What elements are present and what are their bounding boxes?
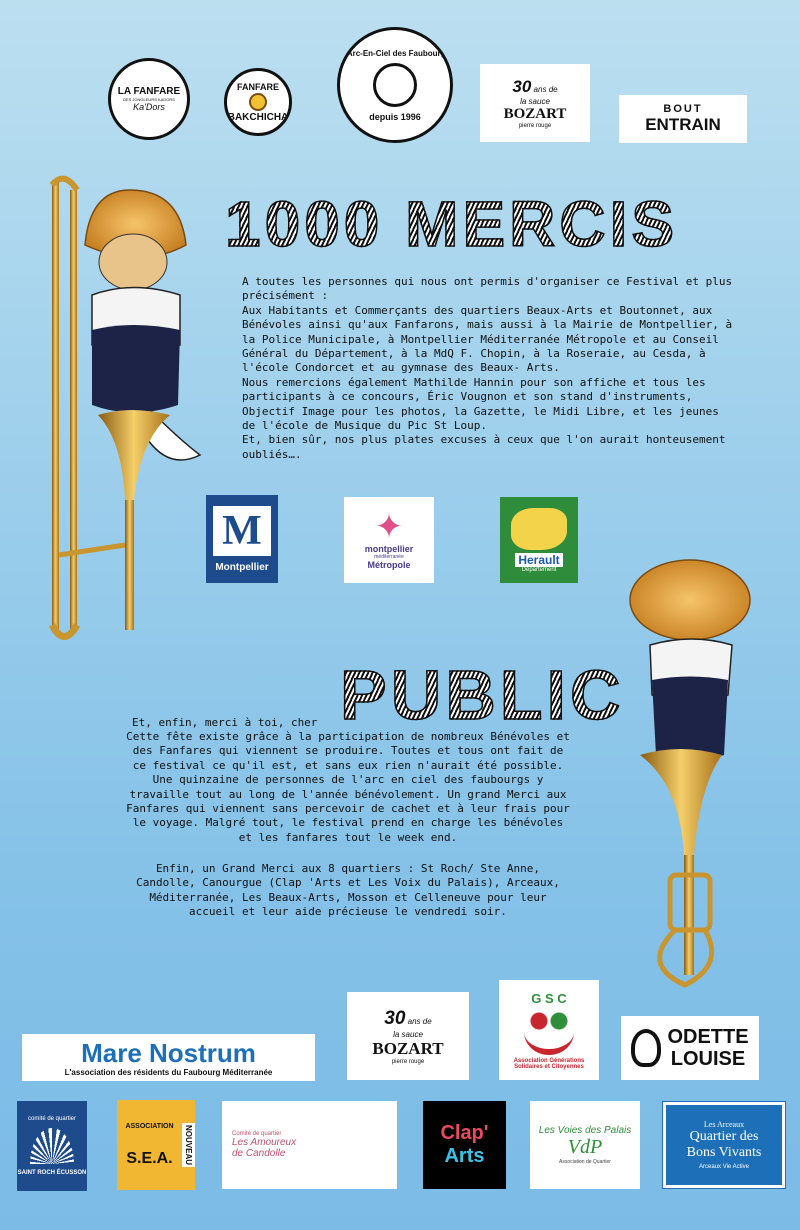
- herault-map-icon: [511, 508, 567, 550]
- public-body1: Cette fête existe grâce à la participation de nombreux Bénévoles et des Fanfares qui viennent se produire. Toutes et tous ont fait de ce festival ce qu'il est, et sans eux rien n'aurait été possible. Une quinzaine de personnes de l'arc en ciel des faubourgs y travaille tout au long de l'année bénévolement. Un grand Merci aux Fanfares qui viennent sans percevoir de cachet et à leur frais pour le voyage. Malgré tout, le festival prend en charge les bénévoles et les fanfares tout le week end.: [126, 730, 570, 844]
- public-title: PUBLIC: [340, 656, 625, 734]
- arc-en-ciel-logo: [337, 27, 453, 143]
- odette-line1: ODETTE: [667, 1026, 749, 1048]
- mare-nostrum-logo: [22, 1034, 315, 1081]
- trombone-brace: [59, 545, 125, 555]
- bozart-logo-bottom: [347, 992, 469, 1080]
- voies-mono: VdP: [567, 1136, 603, 1158]
- saint-roch-top: comité de quartier: [27, 1116, 77, 1122]
- bakchicha-line2: BAKCHICHA: [227, 111, 289, 123]
- merci-title: 1000 MERCIS: [225, 188, 679, 260]
- candolle-line1: Comité de quartier: [232, 1131, 282, 1137]
- arc-en-ciel-since: depuis 1996: [369, 111, 421, 122]
- ear-icon: [631, 1029, 661, 1067]
- mare-nostrum-sub: L'association des résidents du Faubourg Méditerranée: [64, 1068, 273, 1077]
- metropole-star-icon: ✦: [374, 508, 404, 546]
- fanfare-kadors-line1: LA FANFARE: [117, 86, 181, 97]
- fanfare-kadors-line3: Ka'Dors: [133, 102, 165, 112]
- bakchicha-logo: [224, 68, 292, 136]
- herault-name: Herault: [515, 553, 562, 567]
- candolle-line3: de Candolle: [232, 1148, 286, 1159]
- trumpet-bell: [640, 749, 722, 855]
- sea-mid: S.E.A.: [126, 1149, 173, 1167]
- arceaux-bottom: Arceaux Vie Active: [699, 1164, 749, 1170]
- bozart-name: BOZART: [503, 106, 567, 122]
- gsc-sub: Association Générations Solidaires et Citoyennes: [513, 1057, 585, 1070]
- trombone-neck: [125, 500, 134, 630]
- bozart2-de: de: [422, 1016, 432, 1026]
- odette-line2: LOUISE: [670, 1048, 746, 1070]
- bout-entrain-line2: ENTRAIN: [645, 115, 721, 134]
- herault-logo: [500, 497, 578, 583]
- montpellier-logo: [206, 495, 278, 583]
- trumpet-woman-illustration: [600, 555, 760, 995]
- gsc-people-icon: [524, 1009, 574, 1055]
- clap-line2: Arts: [444, 1145, 485, 1167]
- woman-swimsuit: [92, 325, 180, 413]
- montpellier-name: Montpellier: [215, 561, 269, 573]
- bout-entrain-logo: [619, 95, 747, 143]
- saint-roch-logo: [17, 1101, 87, 1191]
- bozart-sub: pierre rouge: [518, 123, 552, 129]
- trombone-slide-left: [52, 180, 59, 630]
- shell-icon: [30, 1128, 74, 1164]
- saint-roch-bottom: SAINT ROCH ÉCUSSON: [17, 1170, 87, 1176]
- metropole-logo: [344, 497, 434, 583]
- sea-top: ASSOCIATION: [125, 1122, 174, 1130]
- mare-nostrum-name: Mare Nostrum: [81, 1038, 256, 1068]
- voies-arc: Les Voies des Palais: [538, 1125, 632, 1136]
- bozart-ans: ans: [533, 85, 547, 94]
- arceaux-logo: [663, 1102, 785, 1188]
- metropole-line2: méditerranée: [374, 554, 404, 560]
- merci-body: A toutes les personnes qui nous ont permis d'organiser ce Festival et plus précisément : Aux Habitants et Commerçants des quartiers Beaux-Arts et Boutonnet, aux Bénévoles ainsi qu'aux Fanfarons, mais aussi à la Mairie de Montpellier, à la Police Municipale, à Montpellier Méditerranée Métropole et au Conseil Général du Département, à la MdQ F. Chopin, à la Roseraie, au Cesda, à l'école Condorcet et au gymnase des Beaux- Arts. Nous remercions également Mathilde Hannin pour son affiche et tous les participants à ce concours, Éric Vougnon et son stand d'instruments, Objectif Image pour les photos, la Gazette, le Midi Libre, et les jeunes de l'école de Musique du Pic St Loup. Et, bien sûr, nos plus plates excuses à ceux que l'on aurait honteusement oubliés….: [242, 275, 733, 461]
- trombone-woman-illustration: [30, 170, 210, 655]
- arceaux-top: Les Arceaux: [703, 1120, 745, 1129]
- woman-head: [99, 234, 167, 290]
- public-intro: Et, enfin, merci à toi, cher: [132, 716, 318, 729]
- bozart-la-sauce: la sauce: [520, 97, 550, 106]
- candolle-logo: [222, 1101, 397, 1189]
- fanfare-kadors-line2: DES JONGLEURS KADORS: [123, 97, 175, 102]
- bozart2-name: BOZART: [372, 1038, 444, 1058]
- voies-sub: Association de Quartier: [559, 1159, 611, 1165]
- voies-palais-logo: [530, 1101, 640, 1189]
- bozart2-la-sauce: la sauce: [393, 1029, 423, 1039]
- fanfare-kadors-logo: [108, 58, 190, 140]
- clap-arts-logo: [423, 1101, 506, 1189]
- sousaphone-icon: [373, 63, 417, 107]
- candolle-line2: Les Amoureux: [232, 1137, 297, 1148]
- metropole-line1: montpellier: [364, 544, 414, 554]
- trombone-slide-bottom: [52, 625, 77, 637]
- sea-side: NOUVEAU: [184, 1124, 193, 1165]
- cymbal-right: [630, 560, 750, 640]
- bakchicha-line1: FANFARE: [236, 81, 279, 92]
- arc-en-ciel-ring: L'Arc-En-Ciel des Faubourgs: [340, 48, 450, 58]
- herault-sub: Département: [521, 566, 557, 573]
- bozart2-sub: pierre rouge: [391, 1058, 425, 1065]
- bozart-num: 30: [512, 77, 532, 96]
- sunflower-icon: [249, 93, 267, 111]
- metropole-line3: Métropole: [367, 560, 411, 570]
- bout-entrain-line1: BOUT: [663, 103, 703, 115]
- public-body2: Enfin, un Grand Merci aux 8 quartiers : St Roch/ Ste Anne, Candolle, Canourgue (Clap 'Arts et Les Voix du Palais), Arceaux, Méditerranée, Les Beaux-Arts, Mosson et Celleneuve pour leur accueil et leur aide précieuse le vendredi soir.: [136, 862, 560, 919]
- bozart-logo: [480, 64, 590, 142]
- sea-logo: [117, 1100, 195, 1190]
- arceaux-line1: Quartier des: [689, 1129, 759, 1144]
- montpellier-letter: M: [213, 506, 271, 556]
- odette-louise-logo: [621, 1016, 759, 1080]
- gsc-letters: G S C: [531, 990, 567, 1006]
- bozart2-num: 30: [384, 1007, 406, 1029]
- bozart2-ans: ans: [407, 1016, 421, 1026]
- clap-line1: Clap': [440, 1122, 489, 1144]
- woman-right-swimsuit: [652, 677, 728, 762]
- arceaux-line2: Bons Vivants: [686, 1145, 762, 1160]
- gsc-logo: [499, 980, 599, 1080]
- bozart-de: de: [548, 85, 558, 94]
- trombone-slide-right: [70, 190, 77, 630]
- trombone-bell: [98, 410, 170, 500]
